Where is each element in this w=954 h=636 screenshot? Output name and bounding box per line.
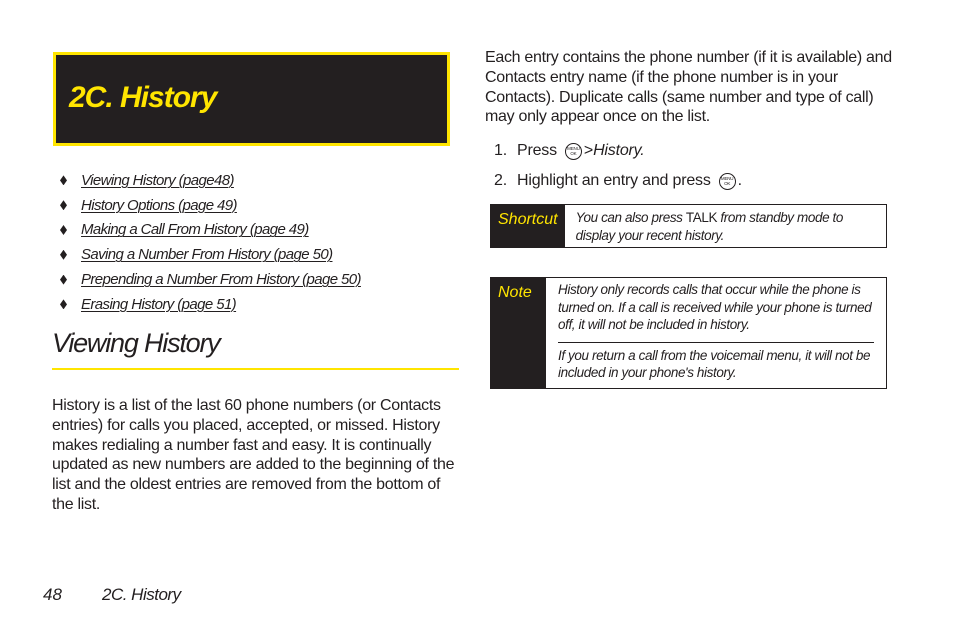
talk-key-label: TALK bbox=[685, 210, 718, 225]
note-text: History only records calls that occur while the phone is turned on. If a call is received while your phone is turned off, it will not be included in history. bbox=[558, 282, 872, 332]
toc-item[interactable] bbox=[58, 218, 361, 243]
step-item bbox=[494, 166, 742, 196]
section-toc-list bbox=[58, 168, 361, 317]
toc-link[interactable]: History Options (page 49) bbox=[81, 196, 237, 214]
note-label: Note bbox=[491, 278, 546, 388]
toc-link[interactable]: Erasing History (page 51) bbox=[81, 295, 237, 313]
diamond-bullet-icon bbox=[60, 175, 67, 185]
section-heading: Viewing History bbox=[52, 328, 220, 358]
steps-list bbox=[494, 136, 742, 196]
toc-item[interactable] bbox=[58, 242, 361, 267]
step-number: 2. bbox=[494, 172, 507, 189]
page-number: 48 bbox=[43, 585, 62, 604]
step-target: History. bbox=[593, 142, 645, 159]
toc-link[interactable]: Making a Call From History (page 49) bbox=[81, 221, 309, 239]
shortcut-callout bbox=[490, 204, 887, 248]
note-callout bbox=[490, 277, 887, 389]
chapter-title-box bbox=[53, 52, 450, 146]
toc-link[interactable]: Prepending a Number From History (page 50) bbox=[81, 271, 361, 289]
step-text-end: . bbox=[737, 172, 742, 189]
diamond-bullet-icon bbox=[60, 299, 67, 309]
shortcut-label: Shortcut bbox=[491, 205, 565, 247]
toc-item[interactable] bbox=[58, 168, 361, 193]
diamond-bullet-icon bbox=[60, 225, 67, 235]
section-divider bbox=[52, 368, 459, 370]
note-text: If you return a call from the voicemail menu, it will not be included in your phone's history. bbox=[558, 347, 871, 380]
menu-ok-key-icon: MENU OK bbox=[719, 173, 736, 190]
toc-item[interactable] bbox=[58, 193, 361, 218]
diamond-bullet-icon bbox=[60, 250, 67, 260]
step-number: 1. bbox=[494, 142, 507, 159]
shortcut-text: You can also press TALK from standby mode to display your recent history. bbox=[575, 210, 843, 243]
step-text: Highlight an entry and press bbox=[517, 172, 711, 189]
step-separator: > bbox=[583, 142, 594, 159]
footer-chapter-title: 2C. History bbox=[102, 585, 181, 604]
toc-link[interactable]: Viewing History (page48) bbox=[81, 171, 234, 189]
note-divider bbox=[558, 342, 874, 343]
note-body bbox=[546, 278, 886, 388]
toc-item[interactable] bbox=[58, 267, 361, 292]
intro-paragraph: Each entry contains the phone number (if it is available) and Contacts entry name (if the phone number is in your Contacts). Duplicate calls (same number and type of call) may only appear once on the list. bbox=[485, 49, 892, 126]
toc-link[interactable]: Saving a Number From History (page 50) bbox=[81, 246, 333, 264]
toc-item[interactable] bbox=[58, 292, 361, 317]
menu-ok-key-icon: MENU OK bbox=[565, 143, 582, 160]
diamond-bullet-icon bbox=[60, 275, 67, 285]
step-item bbox=[494, 136, 742, 166]
chapter-title: 2C. History bbox=[69, 81, 217, 114]
step-text: Press bbox=[517, 142, 557, 159]
section-body-paragraph: History is a list of the last 60 phone numbers (or Contacts entries) for calls you placed, accepted, or missed. History makes redialing a number fast and easy. It is continually updated as new numbers are added to the beginning of the list and the oldest entries are removed from the bottom of the list. bbox=[52, 397, 455, 513]
diamond-bullet-icon bbox=[60, 200, 67, 210]
